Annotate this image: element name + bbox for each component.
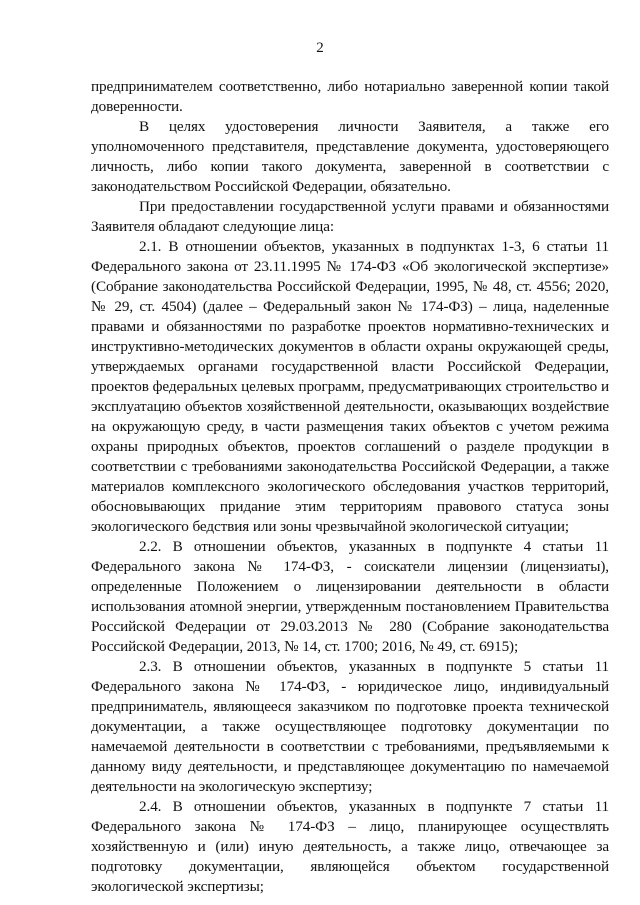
paragraph-continuation: предпринимателем соответственно, либо нотариально заверенной копии такой доверенности. (91, 78, 609, 115)
paragraph-item-2-4: 2.4. В отношении объектов, указанных в подпункте 7 статьи 11 Федерального закона № 174-ФЗ – лицо, планирующее осуществлять хозяйственную и (или) иную деятельность, а также лицо, отвечающее за подготовку документации, являющейся объектом государственной экологической экспертизы; (91, 798, 609, 895)
paragraph-item-2-3: 2.3. В отношении объектов, указанных в подпункте 5 статьи 11 Федерального закона № 174-ФЗ, - юридическое лицо, индивидуальный предприниматель, являющееся заказчиком по подготовке проекта технической документации, а также осуществляющее подготовку документации по намечаемой деятельности в соответствии с требованиями, предъявляемыми к данному виду деятельности, и представляющее документацию по намечаемой деятельности на экологическую экспертизу; (91, 658, 609, 795)
paragraph-item-2-1: 2.1. В отношении объектов, указанных в подпунктах 1-3, 6 статьи 11 Федерального закона от 23.11.1995 № 174-ФЗ «Об экологической экспертизе» (Собрание законодательства Российской Федерации, 1995, № 48, ст. 4556; 2020, № 29, ст. 4504) (далее – Федеральный закон № 174-ФЗ) – лица, наделенные правами и обязанностями по разработке проектов нормативно-технических и инструктивно-методических документов в области охраны окружающей среды, утверждаемых органами государственной власти Российской Федерации, проектов федеральных целевых программ, предусматривающих строительство и эксплуатацию объектов хозяйственной деятельности, оказывающих воздействие на окружающую среду, в части размещения таких объектов с учетом режима охраны природных объектов, проектов соглашений о разделе продукции в соответствии с требованиями законодательства Российской Федерации, а также материалов комплексного экологического обследования участков территорий, обосновывающих придание этим территориям правового статуса зоны экологического бедствия или зоны чрезвычайной экологической ситуации; (91, 238, 609, 535)
page-number: 2 (316, 40, 324, 56)
document-body (91, 77, 609, 897)
paragraph-identity-verification: В целях удостоверения личности Заявителя, а также его уполномоченного представителя, представление документа, удостоверяющего личность, либо копии такого документа, заверенной в соответствии с законодательством Российской Федерации, обязательно. (91, 118, 609, 195)
paragraph-item-2-2: 2.2. В отношении объектов, указанных в подпункте 4 статьи 11 Федерального закона № 174-ФЗ, - соискатели лицензии (лицензиаты), определенные Положением о лицензировании деятельности в области использования атомной энергии, утвержденным постановлением Правительства Российской Федерации от 29.03.2013 № 280 (Собрание законодательства Российской Федерации, 2013, № 14, ст. 1700; 2016, № 49, ст. 6915); (91, 538, 609, 655)
paragraph-applicant-rights-intro: При предоставлении государственной услуги правами и обязанностями Заявителя обладают следующие лица: (91, 198, 609, 235)
